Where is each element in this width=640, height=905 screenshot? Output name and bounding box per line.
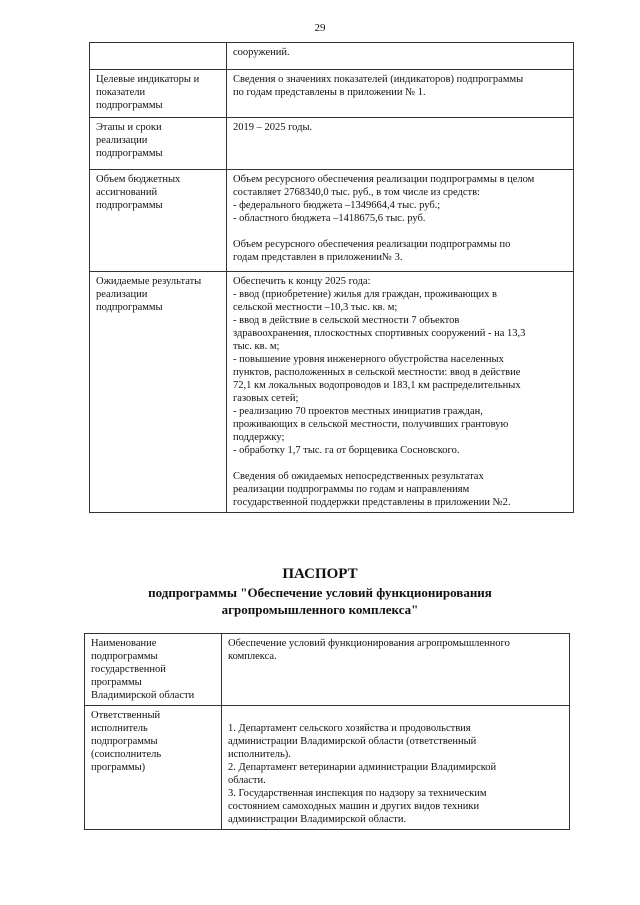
- table1-label-cell: [90, 272, 227, 513]
- table1-label-line: Ожидаемые результаты: [96, 276, 202, 287]
- table1-label-line: показатели: [96, 87, 146, 98]
- passport-title: ПАСПОРТ: [282, 566, 358, 582]
- table1-value-line: сельской местности –10,3 тыс. кв. м;: [233, 302, 398, 313]
- table1-value-line: - федерального бюджета –1349664,4 тыс. руб.;: [233, 200, 441, 211]
- table1-value-line: тыс. кв. м;: [233, 341, 280, 352]
- table2-label-cell: [85, 706, 222, 830]
- table2-row: [85, 634, 570, 706]
- table1-value-line: - реализацию 70 проектов местных инициатив граждан,: [233, 406, 483, 417]
- table1-row: [90, 70, 574, 118]
- table2-label-cell: [85, 634, 222, 706]
- table2-value-cell: [222, 634, 570, 706]
- table1-value-cell: [227, 43, 574, 70]
- table2-label-line: государственной: [91, 664, 166, 675]
- table2-value-line: администрации Владимирской области.: [228, 814, 407, 825]
- table1-value-line: - обработку 1,7 тыс. га от борщевика Сосновского.: [233, 445, 460, 456]
- table1-label-line: реализации: [96, 135, 148, 146]
- table2-value-line: комплекса.: [228, 651, 277, 662]
- table2-label-line: подпрограммы: [91, 651, 158, 662]
- table2-label-line: программы: [91, 677, 142, 688]
- table1-label-cell: [90, 118, 227, 170]
- table1-value-line: - ввод (приобретение) жилья для граждан, проживающих в: [233, 289, 497, 300]
- table1-value-cell: [227, 118, 574, 170]
- table2-label-line: (соисполнитель: [91, 749, 162, 760]
- table2-label-line: Наименование: [91, 638, 157, 649]
- page-number: 29: [314, 22, 326, 34]
- table1-value-cell: [227, 170, 574, 272]
- table2-label-line: подпрограммы: [91, 736, 158, 747]
- table1-value-line: проживающих в сельской местности, получивших грантовую: [233, 419, 509, 430]
- table2-label-line: Владимирской области: [91, 690, 195, 701]
- table1-label-cell: [90, 43, 227, 70]
- table1-value-line: здравоохранения, плоскостных спортивных сооружений - на 13,3: [233, 328, 526, 339]
- table2-label-line: исполнитель: [91, 723, 148, 734]
- table1-row: [90, 118, 574, 170]
- table1-value-line: составляет 2768340,0 тыс. руб., в том числе из средств:: [233, 187, 480, 198]
- table2-value-line: исполнитель).: [228, 749, 291, 760]
- table1-label-line: подпрограммы: [96, 148, 163, 159]
- table1-label-line: подпрограммы: [96, 200, 163, 211]
- table1-label-line: Этапы и сроки: [96, 122, 162, 133]
- table1-label-line: подпрограммы: [96, 100, 163, 111]
- table1-label-line: Целевые индикаторы и: [96, 74, 200, 85]
- table1-value-line: реализации подпрограммы по годам и направлениям: [233, 484, 470, 495]
- table1-row: [90, 170, 574, 272]
- table2-row: [85, 706, 570, 830]
- table2-value-cell: [222, 706, 570, 830]
- table1-value-line: по годам представлены в приложении № 1.: [233, 87, 426, 98]
- table1-value-line: пунктов, расположенных в сельской местности: ввод в действие: [233, 367, 521, 378]
- table1-label-line: Объем бюджетных: [96, 174, 181, 185]
- table2-value-line: администрации Владимирской области (ответственный: [228, 736, 477, 747]
- table1-value-line: Сведения об ожидаемых непосредственных результатах: [233, 471, 484, 482]
- table2-label-line: Ответственный: [91, 710, 161, 721]
- table1-value-cell: [227, 70, 574, 118]
- subprogram-passport-table-continued: [89, 42, 574, 513]
- table1-value-line: поддержку;: [233, 432, 285, 443]
- table2-value-line: Обеспечение условий функционирования агропромышленного: [228, 638, 510, 649]
- subprogram-passport-table: [84, 633, 570, 830]
- table1-label-line: ассигнований: [96, 187, 158, 198]
- table1-value-line: Обеспечить к концу 2025 года:: [233, 276, 371, 287]
- table1-value-line: Сведения о значениях показателей (индикаторов) подпрограммы: [233, 74, 524, 85]
- table2-value-line: 3. Государственная инспекция по надзору за техническим: [228, 788, 487, 799]
- table1-label-line: подпрограммы: [96, 302, 163, 313]
- table1-value-line: Объем ресурсного обеспечения реализации подпрограммы в целом: [233, 174, 535, 185]
- passport-subtitle-line-1: подпрограммы "Обеспечение условий функционирования: [148, 585, 492, 600]
- table1-value-line: 72,1 км локальных водопроводов и 183,1 км распределительных: [233, 380, 521, 391]
- table1-value-line: - ввод в действие в сельской местности 7 объектов: [233, 315, 460, 326]
- table2-value-line: состоянием самоходных машин и других видов техники: [228, 801, 480, 812]
- table2-value-line: 1. Департамент сельского хозяйства и продовольствия: [228, 723, 471, 734]
- table2-value-line: области.: [228, 775, 266, 786]
- table1-value-line: государственной поддержки представлены в приложении №2.: [233, 497, 511, 508]
- table1-label-cell: [90, 170, 227, 272]
- table1-label-cell: [90, 70, 227, 118]
- table1-value-line: Объем ресурсного обеспечения реализации подпрограммы по: [233, 239, 511, 250]
- table1-value-line: - областного бюджета –1418675,6 тыс. руб.: [233, 213, 426, 224]
- passport-subtitle-line-2: агропромышленного комплекса": [221, 602, 419, 617]
- table1-value-cell: [227, 272, 574, 513]
- table1-label-line: реализации: [96, 289, 148, 300]
- table2-value-line: 2. Департамент ветеринарии администрации Владимирской: [228, 762, 497, 773]
- table2-label-line: программы): [91, 762, 146, 773]
- table1-row: [90, 43, 574, 70]
- table1-value-line: - повышение уровня инженерного обустройства населенных: [233, 354, 504, 365]
- table1-value-line: годам представлен в приложении№ 3.: [233, 252, 403, 263]
- table1-value-line: 2019 – 2025 годы.: [233, 122, 313, 133]
- table1-value-line: газовых сетей;: [233, 393, 299, 404]
- table1-row: [90, 272, 574, 513]
- table1-value-line: сооружений.: [233, 47, 290, 58]
